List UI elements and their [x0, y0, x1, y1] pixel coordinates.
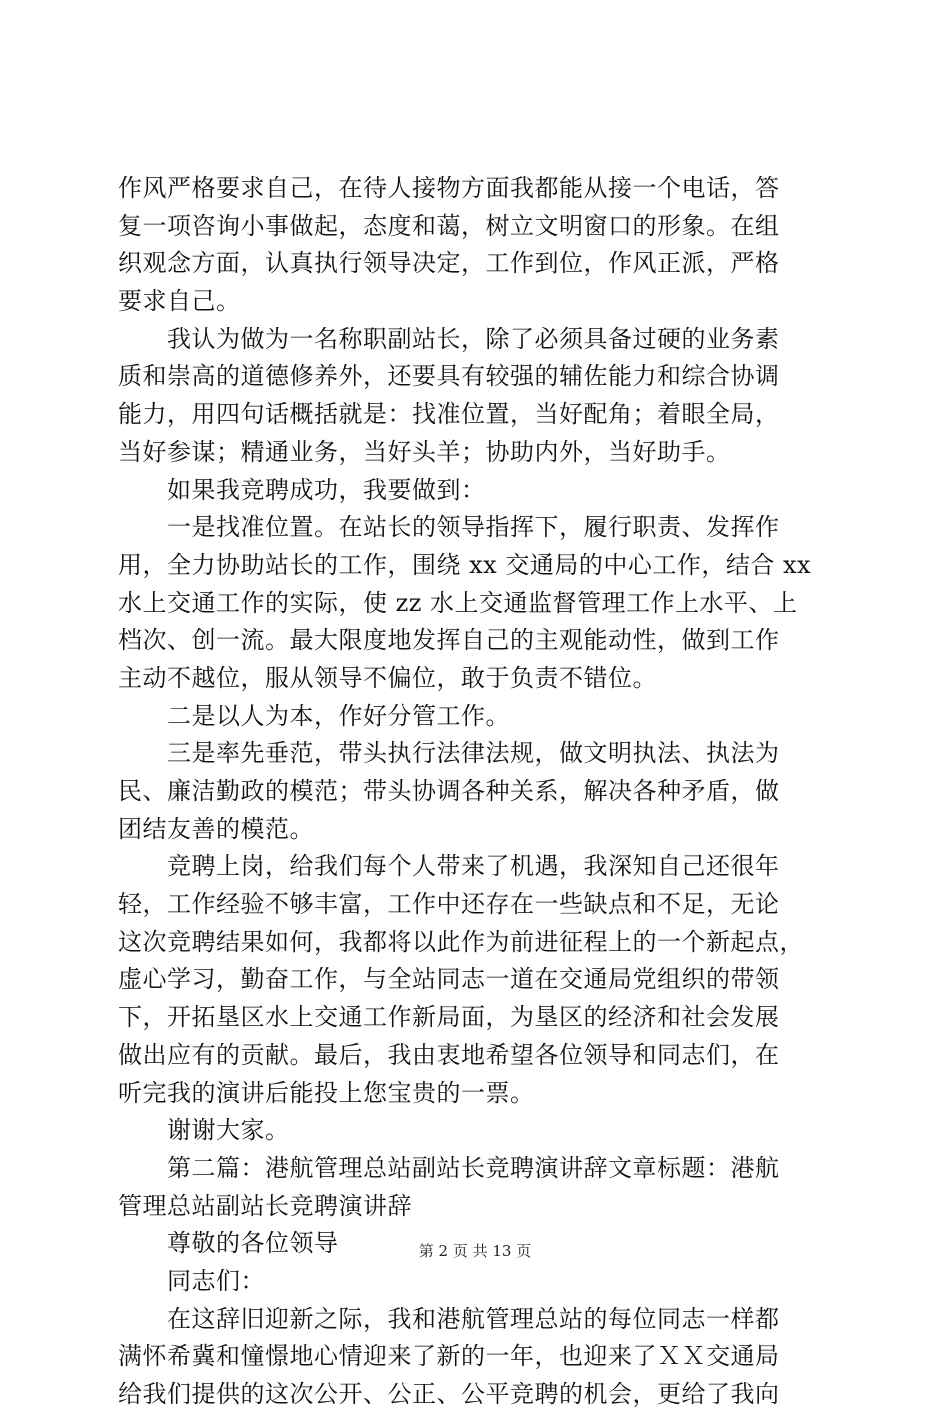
text-line: 竞聘上岗，给我们每个人带来了机遇，我深知自己还很年	[118, 852, 780, 881]
text-line: 管理总站副站长竞聘演讲辞	[118, 1191, 412, 1220]
text-line: 二是以人为本，作好分管工作。	[118, 701, 510, 730]
text-line: 要求自己。	[118, 287, 241, 316]
text-line: 这次竞聘结果如何，我都将以此作为前进征程上的一个新起点，	[118, 927, 804, 956]
text-line: 主动不越位，服从领导不偏位，敢于负责不错位。	[118, 663, 657, 692]
text-line: 用，全力协助站长的工作，围绕 xx 交通局的中心工作，结合 xx	[118, 550, 812, 579]
text-line: 下，开拓垦区水上交通工作新局面，为垦区的经济和社会发展	[118, 1003, 780, 1032]
text-line: 档次、创一流。最大限度地发挥自己的主观能动性，做到工作	[118, 626, 780, 655]
text-line: 一是找准位置。在站长的领导指挥下，履行职责、发挥作	[118, 513, 780, 542]
text-line: 能力，用四句话概括就是：找准位置，当好配角；着眼全局，	[118, 400, 780, 429]
document-body	[118, 170, 838, 1414]
text-line: 当好参谋；精通业务，当好头羊；协助内外，当好助手。	[118, 437, 731, 466]
text-line: 满怀希冀和憧憬地心情迎来了新的一年，也迎来了ＸＸ交通局	[118, 1342, 780, 1371]
text-line: 尊敬的各位领导	[118, 1229, 339, 1258]
text-line: 轻，工作经验不够丰富，工作中还存在一些缺点和不足，无论	[118, 890, 780, 919]
text-line: 水上交通工作的实际，使 zz 水上交通监督管理工作上水平、上	[118, 588, 798, 617]
page-number-footer: 第 2 页 共 13 页	[418, 1242, 532, 1260]
text-line: 我认为做为一名称职副站长，除了必须具备过硬的业务素	[118, 324, 780, 353]
text-line: 给我们提供的这次公开、公正、公平竞聘的机会，更给了我向	[118, 1380, 780, 1408]
text-line: 质和崇高的道德修养外，还要具有较强的辅佐能力和综合协调	[118, 362, 780, 391]
text-line: 同志们：	[118, 1266, 265, 1295]
text-line: 团结友善的模范。	[118, 814, 314, 843]
text-line: 谢谢大家。	[118, 1116, 290, 1145]
text-line: 织观念方面，认真执行领导决定，工作到位，作风正派，严格	[118, 249, 780, 278]
text-line: 如果我竞聘成功，我要做到：	[118, 475, 486, 504]
text-line: 三是率先垂范，带头执行法律法规，做文明执法、执法为	[118, 739, 780, 768]
text-line: 复一项咨询小事做起，态度和蔼，树立文明窗口的形象。在组	[118, 211, 780, 240]
text-line: 在这辞旧迎新之际，我和港航管理总站的每位同志一样都	[118, 1304, 780, 1333]
text-line: 做出应有的贡献。最后，我由衷地希望各位领导和同志们，在	[118, 1040, 780, 1069]
text-line: 第二篇：港航管理总站副站长竞聘演讲辞文章标题：港航	[118, 1153, 780, 1182]
text-line: 听完我的演讲后能投上您宝贵的一票。	[118, 1078, 535, 1107]
text-line: 作风严格要求自己，在待人接物方面我都能从接一个电话，答	[118, 174, 780, 202]
text-line: 虚心学习，勤奋工作，与全站同志一道在交通局党组织的带领	[118, 965, 780, 994]
text-line: 民、廉洁勤政的模范；带头协调各种关系，解决各种矛盾，做	[118, 777, 780, 805]
